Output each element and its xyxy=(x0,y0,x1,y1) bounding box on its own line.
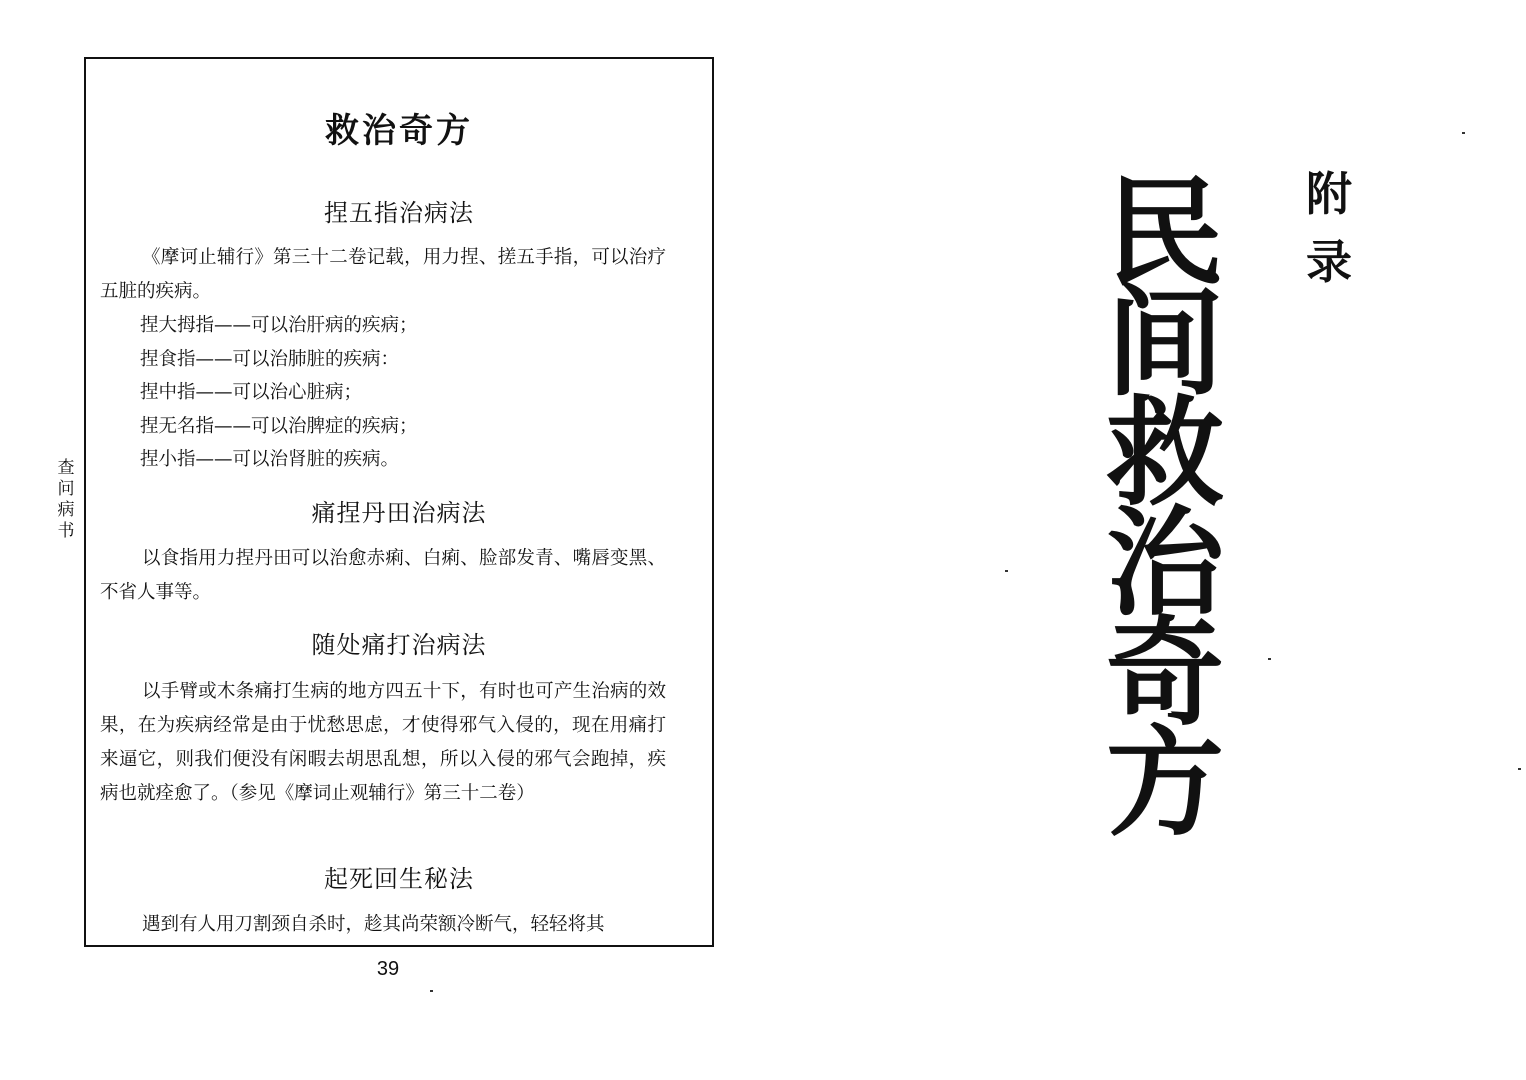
section-heading-dantian: 痛捏丹田治病法 xyxy=(311,499,487,527)
scan-speck xyxy=(1462,132,1465,134)
title-char: 民 xyxy=(1105,164,1224,302)
appendix-title xyxy=(1090,164,1240,852)
margin-char: 病 xyxy=(57,500,75,520)
title-char: 方 xyxy=(1105,714,1224,852)
appendix-char: 录 xyxy=(1306,235,1352,289)
title-char: 奇 xyxy=(1105,604,1224,742)
appendix-char: 附 xyxy=(1306,167,1352,221)
margin-char: 问 xyxy=(57,479,75,499)
finger-line-little: 捏小指——可以治肾脏的疾病。 xyxy=(140,449,400,470)
finger-line-thumb: 捏大拇指——可以治肝病的疾病； xyxy=(140,315,418,336)
left-page-frame xyxy=(84,57,714,947)
margin-char: 书 xyxy=(57,521,75,541)
appendix-label xyxy=(1294,160,1364,296)
section-1-paragraph: 《摩诃止辅行》第三十二卷记载，用力捏、搓五手指，可以治疗五脏的疾病。 xyxy=(100,247,666,302)
margin-running-title xyxy=(54,458,78,542)
title-char: 间 xyxy=(1105,274,1224,412)
title-char: 治 xyxy=(1105,494,1224,632)
page-title: 救治奇方 xyxy=(325,111,473,151)
finger-line-index: 捏食指——可以治肺脏的疾病： xyxy=(140,349,400,370)
page-number: 39 xyxy=(376,958,400,980)
scan-speck xyxy=(1268,658,1271,660)
section-heading-revival: 起死回生秘法 xyxy=(324,865,474,893)
section-2-paragraph: 以食指用力捏丹田可以治愈赤痢、白痢、脸部发青、嘴唇变黑、不省人事等。 xyxy=(100,548,666,603)
section-heading-pinch-five-fingers: 捏五指治病法 xyxy=(324,199,474,227)
section-4-paragraph: 遇到有人用刀割颈自杀时，趁其尚荣额冷断气，轻轻将其 xyxy=(142,914,605,935)
scan-speck xyxy=(1518,768,1521,770)
section-heading-beating: 随处痛打治病法 xyxy=(311,631,487,659)
scan-speck xyxy=(430,990,433,992)
section-3-paragraph: 以手臂或木条痛打生病的地方四五十下，有时也可产生治病的效果，在为疾病经常是由于忧愁思虑，才使得邪气入侵的，现在用痛打来逼它，则我们便没有闲暇去胡思乱想，所以入侵的邪气会跑掉，疾病也就痊愈了。（参见《摩词止观辅行》第三十二卷） xyxy=(100,681,666,804)
margin-char: 查 xyxy=(57,458,75,478)
finger-line-ring: 捏无名指——可以治脾症的疾病； xyxy=(140,416,418,437)
title-char: 救 xyxy=(1105,384,1224,522)
scan-speck xyxy=(1005,570,1008,572)
finger-line-middle: 捏中指——可以治心脏病； xyxy=(140,382,363,403)
